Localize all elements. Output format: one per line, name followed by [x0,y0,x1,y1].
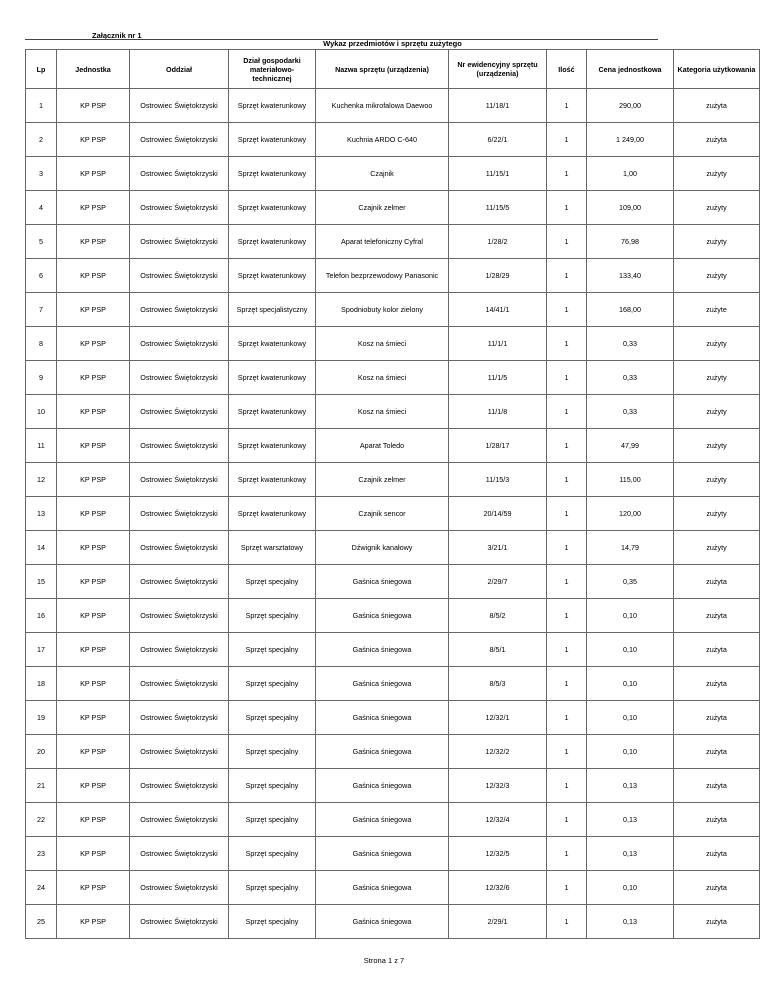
cell-branch: Ostrowiec Świętokrzyski [130,225,229,259]
cell-usage-category: zużyta [674,803,760,837]
cell-lp: 5 [26,225,57,259]
cell-equipment-name: Gaśnica śniegowa [316,701,449,735]
cell-equipment-name: Gaśnica śniegowa [316,905,449,939]
cell-unit-price: 109,00 [587,191,674,225]
cell-usage-category: zużyty [674,395,760,429]
cell-usage-category: zużyty [674,497,760,531]
cell-quantity: 1 [547,803,587,837]
cell-quantity: 1 [547,157,587,191]
cell-unit-price: 115,00 [587,463,674,497]
cell-branch: Ostrowiec Świętokrzyski [130,905,229,939]
cell-unit-price: 120,00 [587,497,674,531]
cell-department: Sprzęt specjalny [229,633,316,667]
cell-usage-category: zużyta [674,871,760,905]
cell-branch: Ostrowiec Świętokrzyski [130,735,229,769]
cell-equipment-name: Aparat Toledo [316,429,449,463]
cell-quantity: 1 [547,667,587,701]
cell-unit: KP PSP [57,531,130,565]
cell-lp: 12 [26,463,57,497]
column-header-lp: Lp [26,50,57,89]
cell-inventory-number: 6/22/1 [449,123,547,157]
cell-inventory-number: 1/28/29 [449,259,547,293]
table-row [26,157,760,191]
cell-unit: KP PSP [57,293,130,327]
cell-unit: KP PSP [57,157,130,191]
cell-lp: 21 [26,769,57,803]
cell-lp: 4 [26,191,57,225]
cell-unit: KP PSP [57,89,130,123]
cell-branch: Ostrowiec Świętokrzyski [130,157,229,191]
cell-inventory-number: 2/29/7 [449,565,547,599]
cell-inventory-number: 8/5/3 [449,667,547,701]
cell-branch: Ostrowiec Świętokrzyski [130,327,229,361]
cell-unit-price: 0,33 [587,361,674,395]
attachment-label: Załącznik nr 1 [92,31,142,40]
cell-lp: 23 [26,837,57,871]
cell-department: Sprzęt specjalny [229,871,316,905]
cell-quantity: 1 [547,769,587,803]
cell-quantity: 1 [547,429,587,463]
cell-department: Sprzęt specjalny [229,769,316,803]
cell-lp: 14 [26,531,57,565]
cell-equipment-name: Kuchnia ARDO C-640 [316,123,449,157]
cell-inventory-number: 2/29/1 [449,905,547,939]
cell-unit: KP PSP [57,769,130,803]
cell-lp: 2 [26,123,57,157]
cell-unit: KP PSP [57,565,130,599]
cell-unit-price: 0,35 [587,565,674,599]
cell-department: Sprzęt kwaterunkowy [229,191,316,225]
table-row [26,803,760,837]
cell-inventory-number: 12/32/4 [449,803,547,837]
cell-inventory-number: 20/14/59 [449,497,547,531]
cell-unit: KP PSP [57,361,130,395]
cell-equipment-name: Czajnik sencor [316,497,449,531]
table-row [26,463,760,497]
cell-unit-price: 1 249,00 [587,123,674,157]
table-row [26,531,760,565]
cell-usage-category: zużyta [674,89,760,123]
cell-quantity: 1 [547,837,587,871]
cell-lp: 8 [26,327,57,361]
cell-department: Sprzęt kwaterunkowy [229,395,316,429]
cell-lp: 20 [26,735,57,769]
table-row [26,429,760,463]
cell-equipment-name: Gaśnica śniegowa [316,667,449,701]
cell-equipment-name: Kuchenka mikrofalowa Daewoo [316,89,449,123]
cell-quantity: 1 [547,225,587,259]
cell-branch: Ostrowiec Świętokrzyski [130,633,229,667]
cell-quantity: 1 [547,633,587,667]
cell-branch: Ostrowiec Świętokrzyski [130,429,229,463]
cell-quantity: 1 [547,327,587,361]
cell-inventory-number: 11/15/1 [449,157,547,191]
cell-lp: 17 [26,633,57,667]
cell-department: Sprzęt specjalny [229,667,316,701]
cell-lp: 11 [26,429,57,463]
cell-inventory-number: 11/15/3 [449,463,547,497]
column-header-inventory-number: Nr ewidencyjny sprzętu (urządzenia) [449,50,547,89]
cell-department: Sprzęt kwaterunkowy [229,429,316,463]
cell-usage-category: zużyta [674,701,760,735]
cell-inventory-number: 12/32/6 [449,871,547,905]
table-row [26,361,760,395]
cell-quantity: 1 [547,735,587,769]
cell-unit: KP PSP [57,225,130,259]
cell-department: Sprzęt kwaterunkowy [229,497,316,531]
cell-usage-category: zużyty [674,463,760,497]
page-number: Strona 1 z 7 [363,956,405,965]
cell-usage-category: zużyty [674,327,760,361]
cell-department: Sprzęt specjalny [229,599,316,633]
cell-unit: KP PSP [57,735,130,769]
cell-unit-price: 0,13 [587,905,674,939]
cell-quantity: 1 [547,293,587,327]
cell-lp: 19 [26,701,57,735]
cell-equipment-name: Czajnik zelmer [316,191,449,225]
cell-usage-category: zużyty [674,157,760,191]
cell-quantity: 1 [547,905,587,939]
cell-lp: 24 [26,871,57,905]
cell-equipment-name: Spodniobuty kolor zielony [316,293,449,327]
cell-inventory-number: 12/32/2 [449,735,547,769]
cell-equipment-name: Gaśnica śniegowa [316,565,449,599]
cell-unit-price: 0,10 [587,599,674,633]
cell-usage-category: zużyta [674,905,760,939]
cell-unit: KP PSP [57,871,130,905]
cell-branch: Ostrowiec Świętokrzyski [130,123,229,157]
cell-quantity: 1 [547,599,587,633]
column-header-usage-category: Kategoria użytkowania [674,50,760,89]
cell-equipment-name: Gaśnica śniegowa [316,769,449,803]
cell-unit: KP PSP [57,429,130,463]
cell-inventory-number: 12/32/1 [449,701,547,735]
table-row [26,395,760,429]
cell-usage-category: zużyta [674,565,760,599]
cell-quantity: 1 [547,395,587,429]
cell-inventory-number: 12/32/5 [449,837,547,871]
cell-branch: Ostrowiec Świętokrzyski [130,599,229,633]
cell-inventory-number: 11/1/5 [449,361,547,395]
cell-inventory-number: 14/41/1 [449,293,547,327]
cell-quantity: 1 [547,123,587,157]
cell-quantity: 1 [547,89,587,123]
cell-unit: KP PSP [57,395,130,429]
cell-unit: KP PSP [57,191,130,225]
column-header-equipment-name: Nazwa sprzętu (urządzenia) [316,50,449,89]
cell-equipment-name: Czajnik [316,157,449,191]
cell-department: Sprzęt kwaterunkowy [229,157,316,191]
table-row [26,327,760,361]
cell-inventory-number: 8/5/1 [449,633,547,667]
cell-quantity: 1 [547,565,587,599]
cell-department: Sprzęt kwaterunkowy [229,361,316,395]
column-header-branch: Oddział [130,50,229,89]
cell-branch: Ostrowiec Świętokrzyski [130,395,229,429]
cell-usage-category: zużyta [674,837,760,871]
table-row [26,633,760,667]
table-row [26,225,760,259]
cell-usage-category: zużyta [674,123,760,157]
cell-unit-price: 290,00 [587,89,674,123]
cell-equipment-name: Gaśnica śniegowa [316,735,449,769]
cell-quantity: 1 [547,191,587,225]
table-row [26,769,760,803]
cell-inventory-number: 1/28/17 [449,429,547,463]
table-row [26,735,760,769]
cell-inventory-number: 3/21/1 [449,531,547,565]
cell-lp: 16 [26,599,57,633]
cell-department: Sprzęt kwaterunkowy [229,123,316,157]
cell-usage-category: zużyta [674,769,760,803]
cell-lp: 22 [26,803,57,837]
cell-usage-category: zużyta [674,735,760,769]
cell-branch: Ostrowiec Świętokrzyski [130,837,229,871]
cell-department: Sprzęt specjalny [229,735,316,769]
cell-usage-category: zużyty [674,259,760,293]
cell-inventory-number: 11/1/1 [449,327,547,361]
table-row [26,599,760,633]
table-body [26,89,760,939]
cell-branch: Ostrowiec Świętokrzyski [130,259,229,293]
cell-unit: KP PSP [57,701,130,735]
cell-unit-price: 0,13 [587,837,674,871]
cell-quantity: 1 [547,259,587,293]
cell-usage-category: zużyty [674,531,760,565]
cell-department: Sprzęt warsztatowy [229,531,316,565]
table-row [26,701,760,735]
cell-equipment-name: Kosz na śmieci [316,395,449,429]
cell-equipment-name: Kosz na śmieci [316,327,449,361]
cell-usage-category: zużyty [674,225,760,259]
cell-lp: 18 [26,667,57,701]
cell-department: Sprzęt specjalny [229,837,316,871]
cell-department: Sprzęt kwaterunkowy [229,463,316,497]
cell-branch: Ostrowiec Świętokrzyski [130,701,229,735]
cell-department: Sprzęt specjalny [229,803,316,837]
cell-department: Sprzęt specjalistyczny [229,293,316,327]
cell-unit: KP PSP [57,667,130,701]
cell-lp: 1 [26,89,57,123]
cell-unit-price: 0,33 [587,395,674,429]
cell-lp: 13 [26,497,57,531]
cell-unit-price: 47,99 [587,429,674,463]
cell-branch: Ostrowiec Świętokrzyski [130,769,229,803]
cell-inventory-number: 11/18/1 [449,89,547,123]
cell-unit: KP PSP [57,463,130,497]
cell-unit: KP PSP [57,905,130,939]
cell-department: Sprzęt kwaterunkowy [229,259,316,293]
cell-branch: Ostrowiec Świętokrzyski [130,565,229,599]
cell-unit-price: 1,00 [587,157,674,191]
cell-unit: KP PSP [57,259,130,293]
cell-unit: KP PSP [57,837,130,871]
column-header-unit-price: Cena jednostkowa [587,50,674,89]
column-header-unit: Jednostka [57,50,130,89]
cell-branch: Ostrowiec Świętokrzyski [130,361,229,395]
cell-branch: Ostrowiec Świętokrzyski [130,803,229,837]
cell-lp: 6 [26,259,57,293]
column-header-department: Dział gospodarki materiałowo-technicznej [229,50,316,89]
cell-department: Sprzęt specjalny [229,905,316,939]
cell-branch: Ostrowiec Świętokrzyski [130,497,229,531]
inventory-table [25,49,760,939]
cell-department: Sprzęt kwaterunkowy [229,89,316,123]
cell-equipment-name: Telefon bezprzewodowy Panasonic [316,259,449,293]
cell-inventory-number: 11/1/8 [449,395,547,429]
cell-equipment-name: Gaśnica śniegowa [316,633,449,667]
cell-usage-category: zużyte [674,293,760,327]
cell-equipment-name: Kosz na śmieci [316,361,449,395]
cell-branch: Ostrowiec Świętokrzyski [130,293,229,327]
cell-unit-price: 0,13 [587,803,674,837]
cell-branch: Ostrowiec Świętokrzyski [130,89,229,123]
table-row [26,871,760,905]
cell-unit: KP PSP [57,327,130,361]
column-header-quantity: Ilość [547,50,587,89]
cell-unit-price: 0,13 [587,769,674,803]
cell-lp: 10 [26,395,57,429]
table-row [26,259,760,293]
document-title: Wykaz przedmiotów i sprzętu zużytego [323,39,462,48]
cell-branch: Ostrowiec Świętokrzyski [130,463,229,497]
cell-inventory-number: 8/5/2 [449,599,547,633]
cell-unit-price: 14,79 [587,531,674,565]
cell-equipment-name: Gaśnica śniegowa [316,837,449,871]
cell-quantity: 1 [547,871,587,905]
table-row [26,89,760,123]
cell-lp: 3 [26,157,57,191]
cell-branch: Ostrowiec Świętokrzyski [130,871,229,905]
cell-unit: KP PSP [57,599,130,633]
cell-branch: Ostrowiec Świętokrzyski [130,191,229,225]
cell-unit-price: 0,10 [587,633,674,667]
cell-quantity: 1 [547,701,587,735]
cell-usage-category: zużyty [674,429,760,463]
cell-unit: KP PSP [57,497,130,531]
cell-quantity: 1 [547,463,587,497]
table-row [26,123,760,157]
cell-branch: Ostrowiec Świętokrzyski [130,667,229,701]
cell-branch: Ostrowiec Świętokrzyski [130,531,229,565]
cell-usage-category: zużyta [674,599,760,633]
cell-unit: KP PSP [57,803,130,837]
cell-unit-price: 0,10 [587,701,674,735]
cell-unit-price: 76,98 [587,225,674,259]
cell-department: Sprzęt kwaterunkowy [229,225,316,259]
cell-inventory-number: 1/28/2 [449,225,547,259]
cell-usage-category: zużyty [674,361,760,395]
cell-unit: KP PSP [57,123,130,157]
cell-quantity: 1 [547,361,587,395]
cell-department: Sprzęt specjalny [229,701,316,735]
cell-unit-price: 168,00 [587,293,674,327]
cell-equipment-name: Czajnik zelmer [316,463,449,497]
table-row [26,837,760,871]
cell-unit-price: 0,10 [587,667,674,701]
cell-lp: 9 [26,361,57,395]
cell-unit-price: 0,10 [587,871,674,905]
cell-equipment-name: Gaśnica śniegowa [316,599,449,633]
cell-unit: KP PSP [57,633,130,667]
cell-usage-category: zużyta [674,633,760,667]
cell-department: Sprzęt specjalny [229,565,316,599]
cell-equipment-name: Dźwignik kanałowy [316,531,449,565]
cell-department: Sprzęt kwaterunkowy [229,327,316,361]
cell-lp: 15 [26,565,57,599]
cell-equipment-name: Gaśnica śniegowa [316,803,449,837]
cell-quantity: 1 [547,497,587,531]
table-header-row [26,50,760,89]
table-row [26,905,760,939]
cell-unit-price: 133,40 [587,259,674,293]
table-row [26,191,760,225]
cell-quantity: 1 [547,531,587,565]
table-row [26,497,760,531]
cell-equipment-name: Gaśnica śniegowa [316,871,449,905]
cell-equipment-name: Aparat telefoniczny Cyfral [316,225,449,259]
cell-usage-category: zużyty [674,191,760,225]
cell-inventory-number: 11/15/5 [449,191,547,225]
cell-lp: 25 [26,905,57,939]
cell-usage-category: zużyta [674,667,760,701]
table-row [26,667,760,701]
cell-unit-price: 0,10 [587,735,674,769]
cell-lp: 7 [26,293,57,327]
table-row [26,293,760,327]
cell-unit-price: 0,33 [587,327,674,361]
table-row [26,565,760,599]
cell-inventory-number: 12/32/3 [449,769,547,803]
